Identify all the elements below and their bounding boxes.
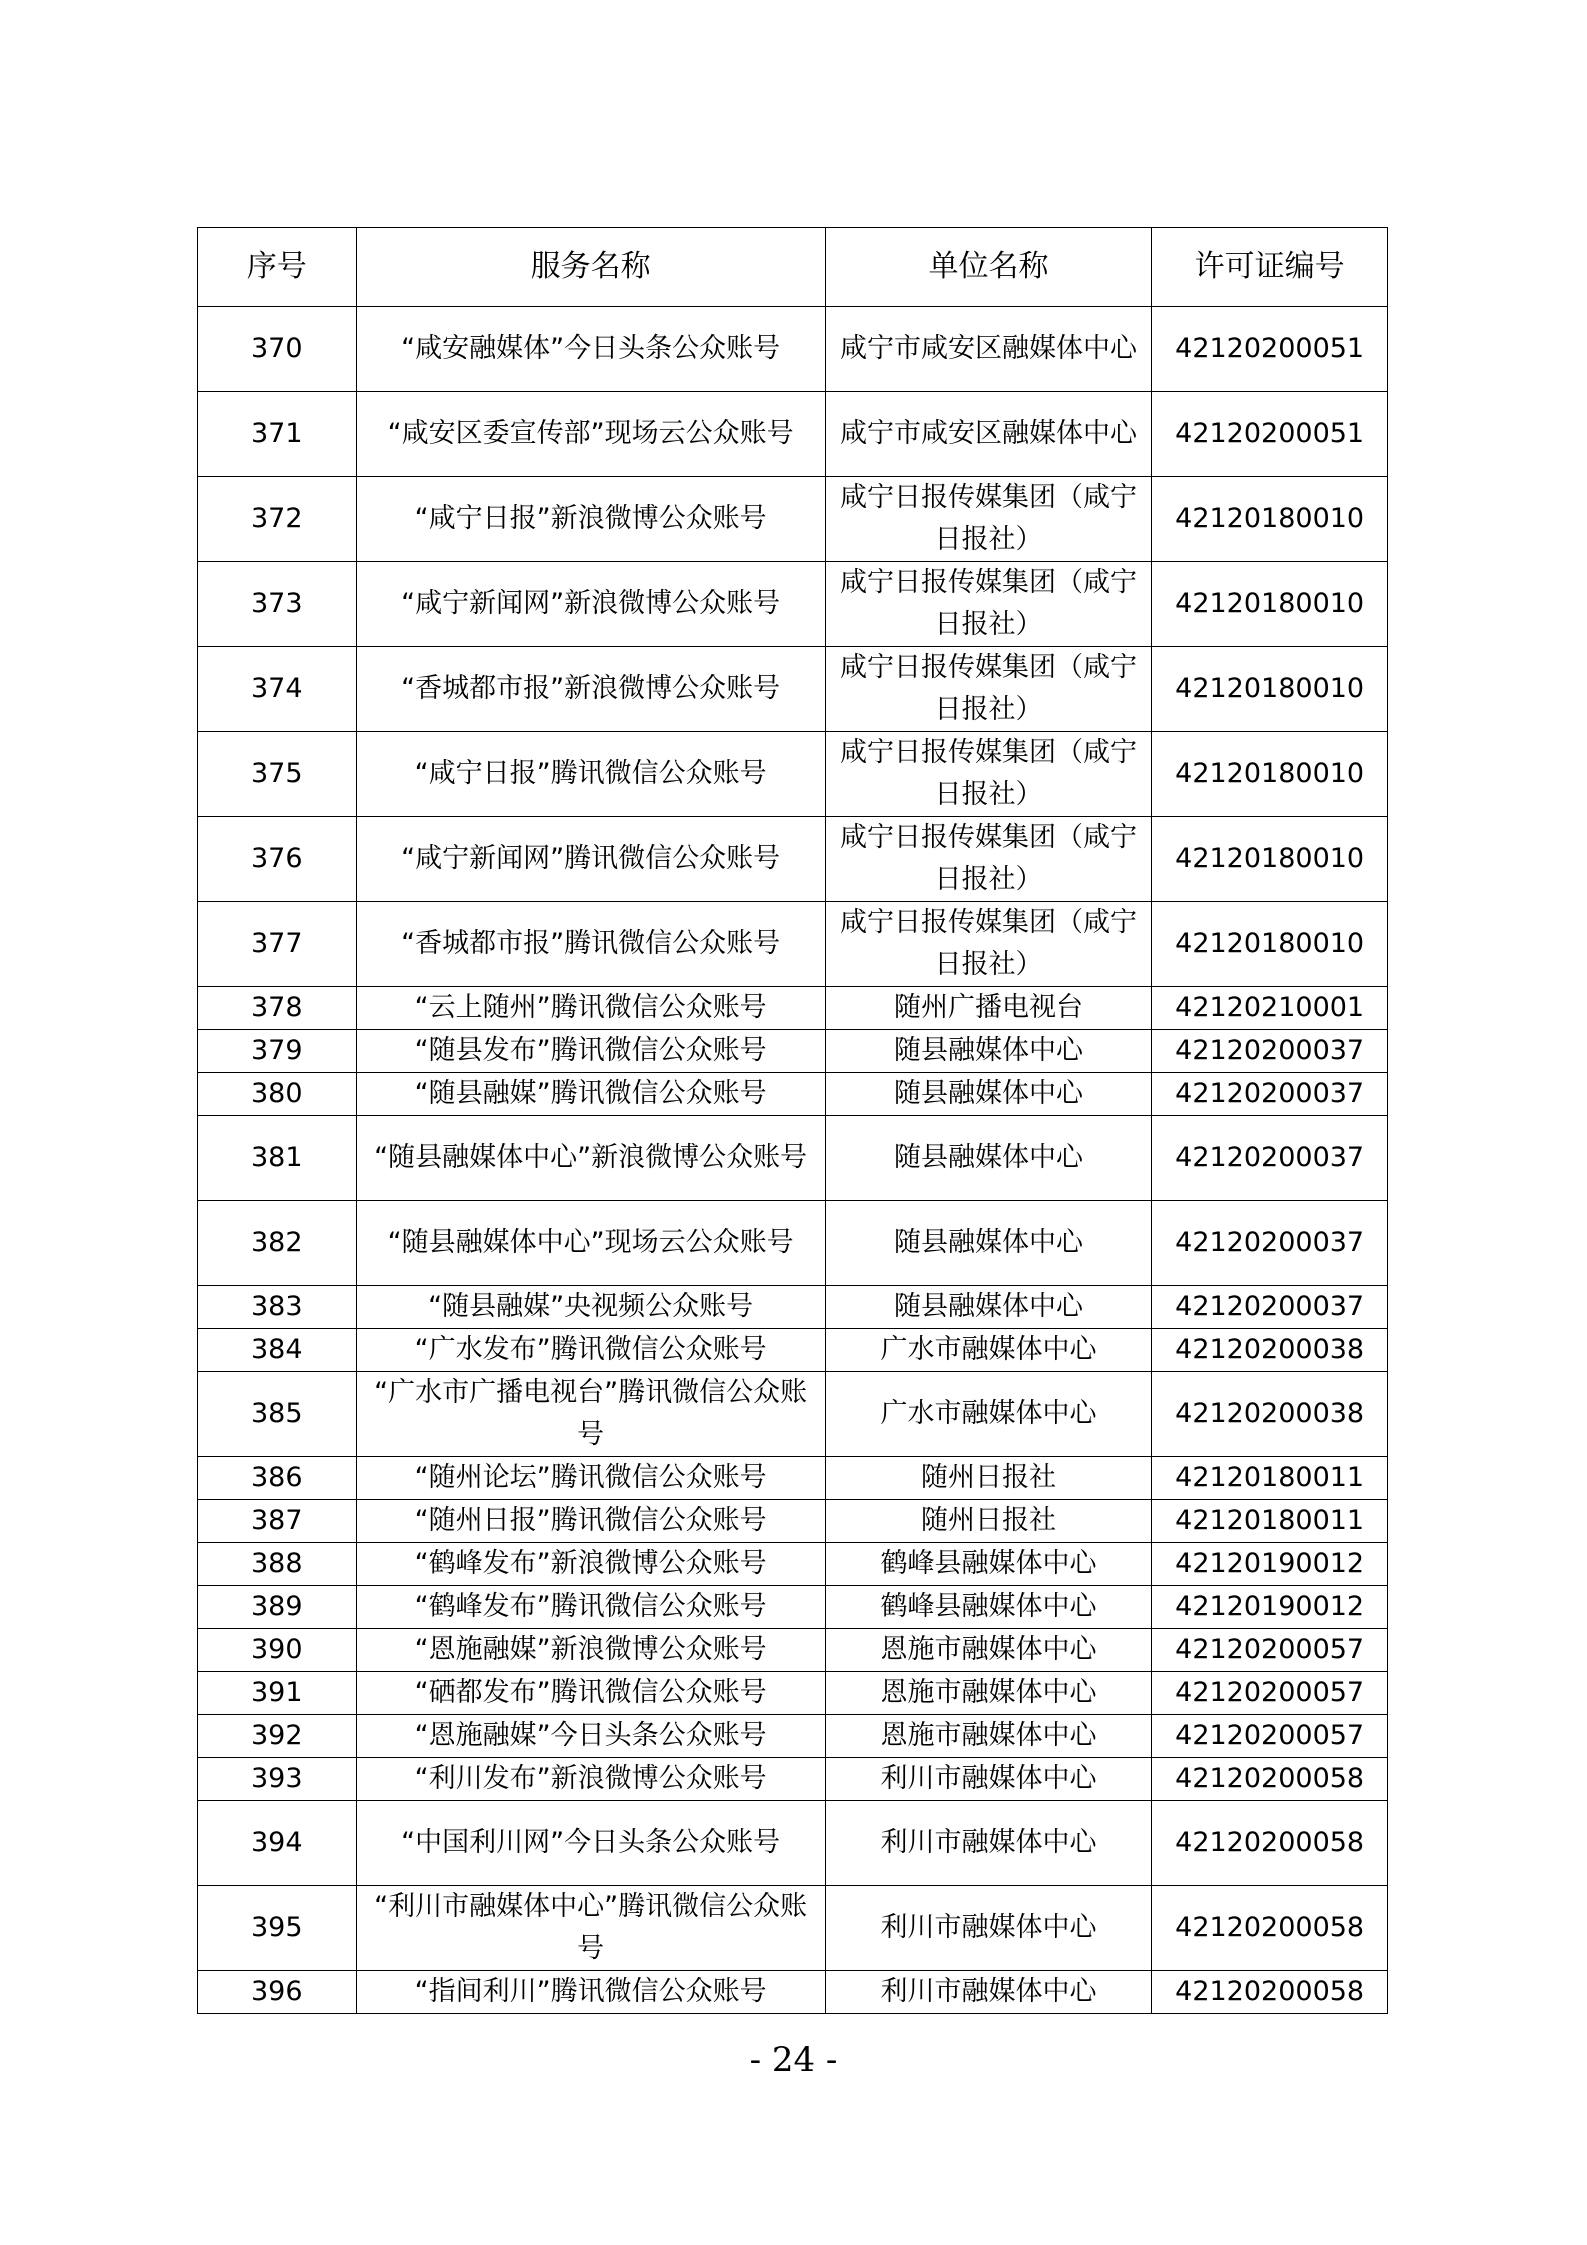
table-row	[198, 1457, 1388, 1500]
cell-seq: 376	[198, 817, 357, 902]
table-row	[198, 987, 1388, 1030]
cell-seq: 374	[198, 647, 357, 732]
cell-license-number: 42120200058	[1152, 1971, 1388, 2014]
cell-seq: 377	[198, 902, 357, 987]
cell-service-name: “咸宁日报”腾讯微信公众账号	[356, 732, 825, 817]
cell-organization-name: 恩施市融媒体中心	[825, 1672, 1151, 1715]
cell-organization-name: 利川市融媒体中心	[825, 1758, 1151, 1801]
cell-seq: 378	[198, 987, 357, 1030]
cell-seq: 386	[198, 1457, 357, 1500]
cell-seq: 389	[198, 1586, 357, 1629]
cell-license-number: 42120180011	[1152, 1500, 1388, 1543]
cell-organization-name: 恩施市融媒体中心	[825, 1715, 1151, 1758]
table-row	[198, 307, 1388, 392]
cell-seq: 379	[198, 1030, 357, 1073]
cell-service-name: “咸安融媒体”今日头条公众账号	[356, 307, 825, 392]
cell-service-name: “咸宁新闻网”新浪微博公众账号	[356, 562, 825, 647]
table-row	[198, 647, 1388, 732]
table-row	[198, 1116, 1388, 1201]
table-row	[198, 477, 1388, 562]
cell-seq: 383	[198, 1286, 357, 1329]
cell-license-number: 42120180010	[1152, 732, 1388, 817]
cell-organization-name: 咸宁日报传媒集团（咸宁日报社）	[825, 477, 1151, 562]
cell-seq: 372	[198, 477, 357, 562]
table-row	[198, 1629, 1388, 1672]
cell-organization-name: 利川市融媒体中心	[825, 1801, 1151, 1886]
cell-organization-name: 咸宁市咸安区融媒体中心	[825, 307, 1151, 392]
cell-license-number: 42120200051	[1152, 392, 1388, 477]
cell-license-number: 42120200037	[1152, 1073, 1388, 1116]
cell-seq: 375	[198, 732, 357, 817]
cell-organization-name: 随州日报社	[825, 1500, 1151, 1543]
cell-organization-name: 鹤峰县融媒体中心	[825, 1543, 1151, 1586]
table-row	[198, 732, 1388, 817]
cell-organization-name: 鹤峰县融媒体中心	[825, 1586, 1151, 1629]
cell-license-number: 42120180010	[1152, 477, 1388, 562]
cell-license-number: 42120200037	[1152, 1030, 1388, 1073]
cell-service-name: “随县融媒体中心”新浪微博公众账号	[356, 1116, 825, 1201]
cell-organization-name: 随县融媒体中心	[825, 1073, 1151, 1116]
cell-organization-name: 广水市融媒体中心	[825, 1329, 1151, 1372]
cell-license-number: 42120190012	[1152, 1586, 1388, 1629]
cell-license-number: 42120200057	[1152, 1629, 1388, 1672]
cell-seq: 393	[198, 1758, 357, 1801]
cell-license-number: 42120200037	[1152, 1116, 1388, 1201]
table-row	[198, 1073, 1388, 1116]
header-seq: 序号	[198, 228, 357, 307]
cell-seq: 396	[198, 1971, 357, 2014]
page-number: - 24 -	[749, 2040, 838, 2080]
cell-seq: 392	[198, 1715, 357, 1758]
table-row	[198, 1586, 1388, 1629]
cell-service-name: “指间利川”腾讯微信公众账号	[356, 1971, 825, 2014]
cell-organization-name: 咸宁市咸安区融媒体中心	[825, 392, 1151, 477]
cell-license-number: 42120180010	[1152, 902, 1388, 987]
cell-seq: 380	[198, 1073, 357, 1116]
table-row	[198, 1801, 1388, 1886]
cell-organization-name: 恩施市融媒体中心	[825, 1629, 1151, 1672]
cell-service-name: “随县融媒”腾讯微信公众账号	[356, 1073, 825, 1116]
cell-service-name: “中国利川网”今日头条公众账号	[356, 1801, 825, 1886]
cell-organization-name: 随州广播电视台	[825, 987, 1151, 1030]
cell-seq: 373	[198, 562, 357, 647]
cell-license-number: 42120180010	[1152, 562, 1388, 647]
cell-license-number: 42120200058	[1152, 1758, 1388, 1801]
cell-service-name: “香城都市报”腾讯微信公众账号	[356, 902, 825, 987]
cell-organization-name: 随县融媒体中心	[825, 1116, 1151, 1201]
cell-organization-name: 咸宁日报传媒集团（咸宁日报社）	[825, 732, 1151, 817]
table-row	[198, 1201, 1388, 1286]
cell-seq: 370	[198, 307, 357, 392]
cell-license-number: 42120200051	[1152, 307, 1388, 392]
cell-license-number: 42120200057	[1152, 1672, 1388, 1715]
cell-license-number: 42120200057	[1152, 1715, 1388, 1758]
cell-service-name: “利川市融媒体中心”腾讯微信公众账号	[356, 1886, 825, 1971]
cell-organization-name: 广水市融媒体中心	[825, 1372, 1151, 1457]
cell-service-name: “硒都发布”腾讯微信公众账号	[356, 1672, 825, 1715]
cell-license-number: 42120180010	[1152, 647, 1388, 732]
table-row	[198, 1500, 1388, 1543]
cell-license-number: 42120200037	[1152, 1201, 1388, 1286]
cell-service-name: “恩施融媒”新浪微博公众账号	[356, 1629, 825, 1672]
table-row	[198, 1286, 1388, 1329]
cell-organization-name: 利川市融媒体中心	[825, 1886, 1151, 1971]
cell-service-name: “随州论坛”腾讯微信公众账号	[356, 1457, 825, 1500]
table-row	[198, 1030, 1388, 1073]
cell-service-name: “咸宁日报”新浪微博公众账号	[356, 477, 825, 562]
table-row	[198, 902, 1388, 987]
header-license-number: 许可证编号	[1152, 228, 1388, 307]
table-body	[198, 307, 1388, 2014]
license-table	[197, 227, 1388, 2014]
cell-organization-name: 咸宁日报传媒集团（咸宁日报社）	[825, 562, 1151, 647]
table-row	[198, 817, 1388, 902]
cell-organization-name: 随州日报社	[825, 1457, 1151, 1500]
cell-seq: 381	[198, 1116, 357, 1201]
table-header-row	[198, 228, 1388, 307]
cell-service-name: “鹤峰发布”新浪微博公众账号	[356, 1543, 825, 1586]
cell-service-name: “广水市广播电视台”腾讯微信公众账号	[356, 1372, 825, 1457]
cell-organization-name: 随县融媒体中心	[825, 1201, 1151, 1286]
table-row	[198, 1758, 1388, 1801]
cell-seq: 390	[198, 1629, 357, 1672]
cell-license-number: 42120210001	[1152, 987, 1388, 1030]
cell-seq: 394	[198, 1801, 357, 1886]
cell-license-number: 42120180011	[1152, 1457, 1388, 1500]
cell-license-number: 42120200058	[1152, 1801, 1388, 1886]
table-row	[198, 392, 1388, 477]
cell-service-name: “云上随州”腾讯微信公众账号	[356, 987, 825, 1030]
cell-seq: 384	[198, 1329, 357, 1372]
cell-seq: 388	[198, 1543, 357, 1586]
table-row	[198, 1886, 1388, 1971]
table-row	[198, 1329, 1388, 1372]
cell-organization-name: 咸宁日报传媒集团（咸宁日报社）	[825, 817, 1151, 902]
cell-organization-name: 咸宁日报传媒集团（咸宁日报社）	[825, 902, 1151, 987]
header-service-name: 服务名称	[356, 228, 825, 307]
table-row	[198, 1672, 1388, 1715]
cell-service-name: “鹤峰发布”腾讯微信公众账号	[356, 1586, 825, 1629]
cell-organization-name: 咸宁日报传媒集团（咸宁日报社）	[825, 647, 1151, 732]
cell-service-name: “随县发布”腾讯微信公众账号	[356, 1030, 825, 1073]
table-row	[198, 1971, 1388, 2014]
cell-license-number: 42120200038	[1152, 1329, 1388, 1372]
cell-service-name: “随县融媒体中心”现场云公众账号	[356, 1201, 825, 1286]
cell-service-name: “恩施融媒”今日头条公众账号	[356, 1715, 825, 1758]
cell-license-number: 42120190012	[1152, 1543, 1388, 1586]
table-row	[198, 1543, 1388, 1586]
table-row	[198, 1372, 1388, 1457]
cell-seq: 382	[198, 1201, 357, 1286]
cell-service-name: “利川发布”新浪微博公众账号	[356, 1758, 825, 1801]
cell-license-number: 42120200038	[1152, 1372, 1388, 1457]
cell-license-number: 42120200058	[1152, 1886, 1388, 1971]
cell-service-name: “随州日报”腾讯微信公众账号	[356, 1500, 825, 1543]
cell-seq: 385	[198, 1372, 357, 1457]
cell-service-name: “随县融媒”央视频公众账号	[356, 1286, 825, 1329]
cell-seq: 387	[198, 1500, 357, 1543]
header-organization-name: 单位名称	[825, 228, 1151, 307]
cell-service-name: “咸安区委宣传部”现场云公众账号	[356, 392, 825, 477]
cell-service-name: “香城都市报”新浪微博公众账号	[356, 647, 825, 732]
cell-license-number: 42120180010	[1152, 817, 1388, 902]
cell-organization-name: 利川市融媒体中心	[825, 1971, 1151, 2014]
cell-seq: 391	[198, 1672, 357, 1715]
cell-organization-name: 随县融媒体中心	[825, 1030, 1151, 1073]
cell-service-name: “广水发布”腾讯微信公众账号	[356, 1329, 825, 1372]
cell-service-name: “咸宁新闻网”腾讯微信公众账号	[356, 817, 825, 902]
table-row	[198, 1715, 1388, 1758]
cell-license-number: 42120200037	[1152, 1286, 1388, 1329]
cell-seq: 371	[198, 392, 357, 477]
cell-seq: 395	[198, 1886, 357, 1971]
cell-organization-name: 随县融媒体中心	[825, 1286, 1151, 1329]
table-row	[198, 562, 1388, 647]
